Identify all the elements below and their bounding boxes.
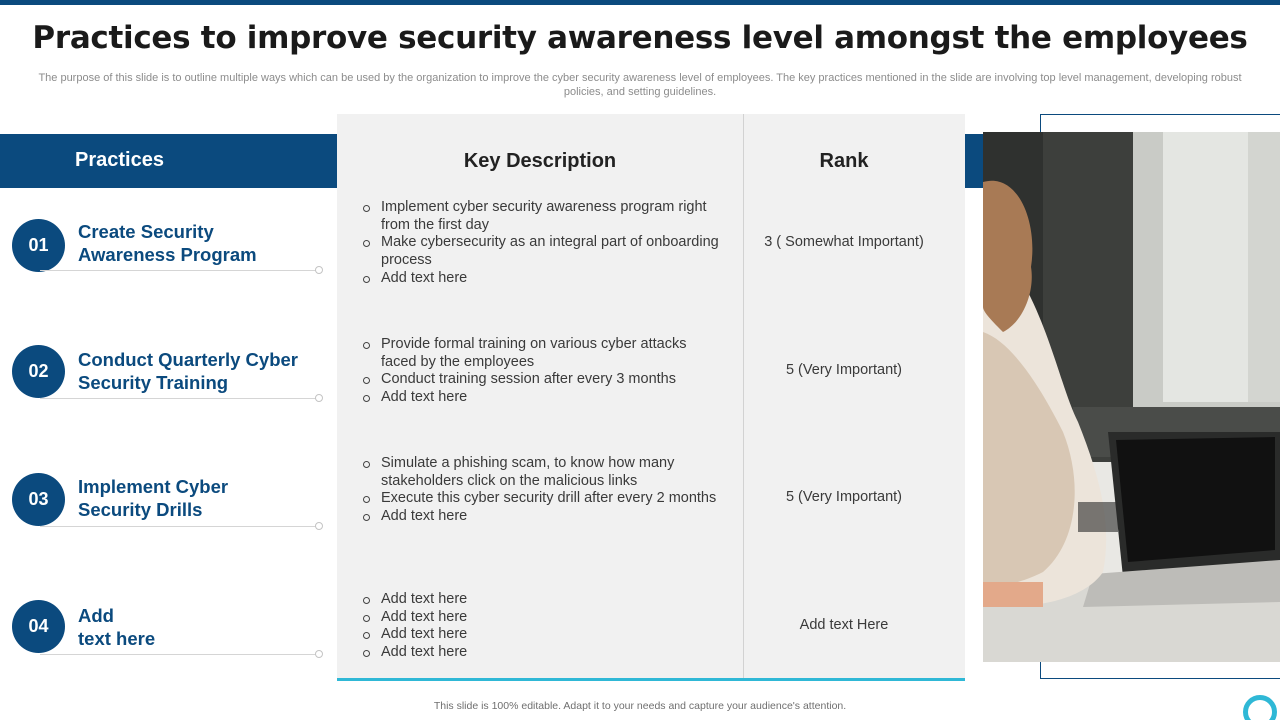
description-item: Implement cyber security awareness program right from the first day (362, 199, 722, 234)
description-item: Simulate a phishing scam, to know how many stakeholders click on the malicious links (362, 455, 722, 490)
practices-header: Practices (75, 149, 164, 171)
practice-divider (40, 526, 316, 527)
column-divider (743, 114, 744, 679)
description-item: Add text here (362, 270, 722, 288)
practice-divider-dot (315, 522, 323, 530)
office-photo (983, 132, 1280, 662)
description-item: Add text here (362, 609, 722, 627)
practices-header-band (0, 134, 337, 188)
description-item: Add text here (362, 591, 722, 609)
description-header: Key Description (463, 150, 617, 172)
description-item: Add text here (362, 389, 722, 407)
description-list (362, 455, 722, 526)
top-accent-bar (0, 0, 1280, 5)
description-item: Execute this cyber security drill after every 2 months (362, 490, 722, 508)
practice-divider (40, 270, 316, 271)
table-underline (337, 678, 965, 681)
practice-divider-dot (315, 650, 323, 658)
rank-value: Add text Here (799, 617, 889, 633)
rank-header: Rank (819, 150, 869, 172)
practice-divider-dot (315, 266, 323, 274)
description-item: Add text here (362, 644, 722, 662)
practice-label-line: Conduct Quarterly Cyber (78, 349, 298, 370)
practice-label (78, 220, 257, 266)
practice-number-badge: 01 (12, 219, 65, 272)
practice-label-line: text here (78, 628, 156, 649)
practice-label-line: Add (78, 605, 114, 626)
practice-number-badge: 03 (12, 473, 65, 526)
slide-footer: This slide is 100% editable. Adapt it to your needs and capture your audience's attention. (433, 700, 847, 712)
practice-label-line: Security Drills (78, 499, 203, 520)
rank-value: 3 ( Somewhat Important) (764, 234, 924, 250)
slide-subtitle: The purpose of this slide is to outline multiple ways which can be used by the organization to improve the cyber security awareness level of employees. The key practices mentioned in the slide are involving top level management, developing robust policies, and setting guidelines. (38, 72, 1242, 98)
rank-value: 5 (Very Important) (785, 362, 903, 378)
description-item: Make cybersecurity as an integral part of onboarding process (362, 234, 722, 269)
rank-value: 5 (Very Important) (785, 489, 903, 505)
practice-label-line: Awareness Program (78, 244, 257, 265)
practice-label-line: Security Training (78, 372, 229, 393)
description-list (362, 336, 722, 407)
corner-ring-decoration (1243, 695, 1277, 720)
practice-label (78, 604, 155, 650)
practice-number-badge: 02 (12, 345, 65, 398)
description-item: Provide formal training on various cyber attacks faced by the employees (362, 336, 722, 371)
practice-label (78, 348, 298, 394)
description-list (362, 591, 722, 662)
description-item: Add text here (362, 626, 722, 644)
office-photo-illustration (983, 132, 1280, 662)
header-band-right (965, 134, 983, 188)
practice-divider (40, 654, 316, 655)
description-item: Conduct training session after every 3 months (362, 371, 722, 389)
description-item: Add text here (362, 508, 722, 526)
practice-divider (40, 398, 316, 399)
practice-number-badge: 04 (12, 600, 65, 653)
slide-title: Practices to improve security awareness level amongst the employees (32, 20, 1248, 56)
practice-divider-dot (315, 394, 323, 402)
practice-label (78, 475, 228, 521)
description-list (362, 199, 722, 288)
practice-label-line: Create Security (78, 221, 214, 242)
practice-label-line: Implement Cyber (78, 476, 229, 497)
